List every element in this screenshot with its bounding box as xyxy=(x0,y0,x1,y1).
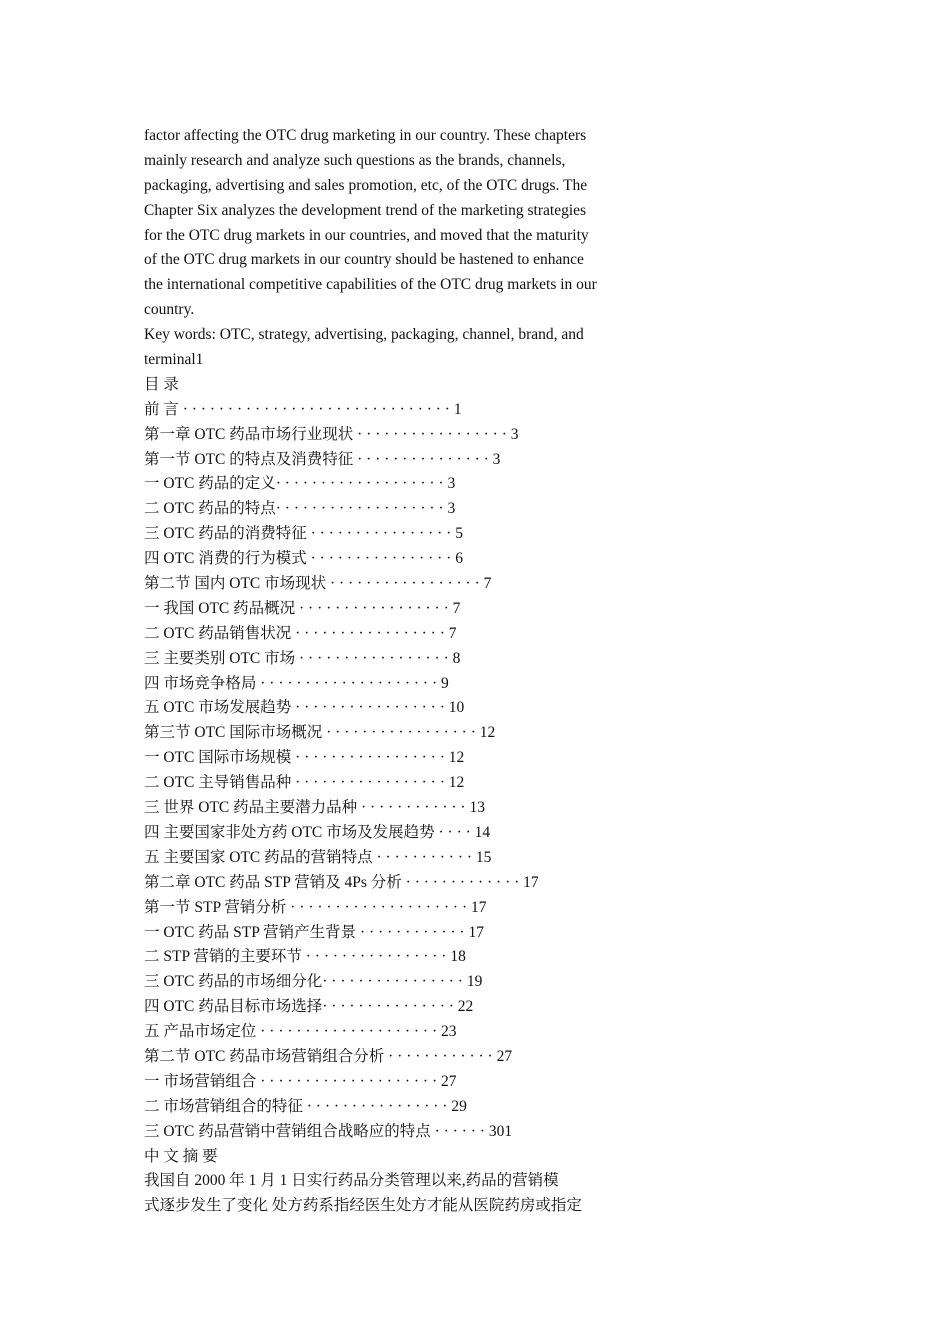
abstract-line: of the OTC drug markets in our country should be hastened to enhance xyxy=(144,251,584,269)
toc-entry: 三 OTC 药品的市场细分化· · · · · · · · · · · · · · · · 19 xyxy=(144,973,483,991)
chinese-abstract-title: 中 文 摘 要 xyxy=(144,1147,218,1165)
keywords-line: terminal1 xyxy=(144,351,204,369)
table-of-contents xyxy=(144,398,644,1145)
toc-entry: 一 市场营销组合 · · · · · · · · · · · · · · · · · · · · 27 xyxy=(144,1072,457,1090)
toc-entry: 五 主要国家 OTC 药品的营销特点 · · · · · · · · · · · 15 xyxy=(144,848,492,866)
toc-entry: 第二章 OTC 药品 STP 营销及 4Ps 分析 · · · · · · · · · · · · · 17 xyxy=(144,873,539,891)
toc-entry: 第一节 STP 营销分析 · · · · · · · · · · · · · · · · · · · · 17 xyxy=(144,898,487,916)
toc-entry: 二 市场营销组合的特征 · · · · · · · · · · · · · · · · 29 xyxy=(144,1097,467,1115)
toc-title: 目 录 xyxy=(144,375,179,393)
toc-entry: 第三节 OTC 国际市场概况 · · · · · · · · · · · · · · · · · 12 xyxy=(144,724,496,742)
keywords-line: Key words: OTC, strategy, advertising, packaging, channel, brand, and xyxy=(144,326,584,344)
toc-entry: 二 OTC 主导销售品种 · · · · · · · · · · · · · · · · · 12 xyxy=(144,774,465,792)
toc-entry: 四 OTC 药品目标市场选择· · · · · · · · · · · · · · · 22 xyxy=(144,998,474,1016)
toc-entry: 二 STP 营销的主要环节 · · · · · · · · · · · · · · · · 18 xyxy=(144,948,466,966)
abstract-line: factor affecting the OTC drug marketing in our country. These chapters xyxy=(144,127,587,144)
chinese-abstract-paragraph xyxy=(144,1169,644,1219)
toc-entry: 第二节 OTC 药品市场营销组合分析 · · · · · · · · · · · · 27 xyxy=(144,1047,513,1065)
abstract-line: for the OTC drug markets in our countries, and moved that the maturity xyxy=(144,226,589,244)
toc-entry: 四 OTC 消费的行为模式 · · · · · · · · · · · · · · · · 6 xyxy=(144,550,463,568)
toc-entry: 三 世界 OTC 药品主要潜力品种 · · · · · · · · · · · · 13 xyxy=(144,799,485,817)
toc-entry: 前 言 · · · · · · · · · · · · · · · · · · · · · · · · · · · · · · 1 xyxy=(144,400,462,418)
toc-entry: 第一章 OTC 药品市场行业现状 · · · · · · · · · · · · · · · · · 3 xyxy=(144,425,519,443)
toc-entry: 二 OTC 药品销售状况 · · · · · · · · · · · · · · · · · 7 xyxy=(144,624,457,642)
english-abstract-paragraph xyxy=(144,124,644,323)
toc-entry: 五 产品市场定位 · · · · · · · · · · · · · · · · · · · · 23 xyxy=(144,1023,457,1041)
toc-entry: 三 主要类别 OTC 市场 · · · · · · · · · · · · · · · · · 8 xyxy=(144,649,461,667)
toc-entry: 二 OTC 药品的特点· · · · · · · · · · · · · · · · · · · 3 xyxy=(144,500,456,518)
toc-entry: 一 OTC 药品的定义· · · · · · · · · · · · · · · · · · · 3 xyxy=(144,475,456,493)
abstract-line: packaging, advertising and sales promotion, etc, of the OTC drugs. The xyxy=(144,176,588,194)
document-page xyxy=(144,124,644,1219)
abstract-line: the international competitive capabilities of the OTC drug markets in our xyxy=(144,276,597,294)
toc-entry: 三 OTC 药品的消费特征 · · · · · · · · · · · · · · · · 5 xyxy=(144,525,463,543)
keywords-paragraph xyxy=(144,323,644,373)
abstract-line: country. xyxy=(144,301,195,319)
abstract-line: mainly research and analyze such questions as the brands, channels, xyxy=(144,151,566,169)
toc-entry: 一 我国 OTC 药品概况 · · · · · · · · · · · · · · · · · 7 xyxy=(144,599,461,617)
abstract-line: 式逐步发生了变化 处方药系指经医生处方才能从医院药房或指定 xyxy=(144,1197,582,1215)
toc-entry: 四 市场竞争格局 · · · · · · · · · · · · · · · · · · · · 9 xyxy=(144,674,449,692)
toc-entry: 三 OTC 药品营销中营销组合战略应的特点 · · · · · · 301 xyxy=(144,1122,513,1140)
toc-entry: 四 主要国家非处方药 OTC 市场及发展趋势 · · · · 14 xyxy=(144,823,491,841)
toc-entry: 五 OTC 市场发展趋势 · · · · · · · · · · · · · · · · · 10 xyxy=(144,699,465,717)
abstract-line: 我国自 2000 年 1 月 1 日实行药品分类管理以来,药品的营销模 xyxy=(144,1172,559,1190)
toc-entry: 第二节 国内 OTC 市场现状 · · · · · · · · · · · · · · · · · 7 xyxy=(144,575,492,593)
abstract-line: Chapter Six analyzes the development trend of the marketing strategies xyxy=(144,201,587,219)
toc-entry: 第一节 OTC 的特点及消费特征 · · · · · · · · · · · · · · · 3 xyxy=(144,450,501,468)
toc-entry: 一 OTC 国际市场规模 · · · · · · · · · · · · · · · · · 12 xyxy=(144,749,465,767)
toc-entry: 一 OTC 药品 STP 营销产生背景 · · · · · · · · · · · · 17 xyxy=(144,923,484,941)
